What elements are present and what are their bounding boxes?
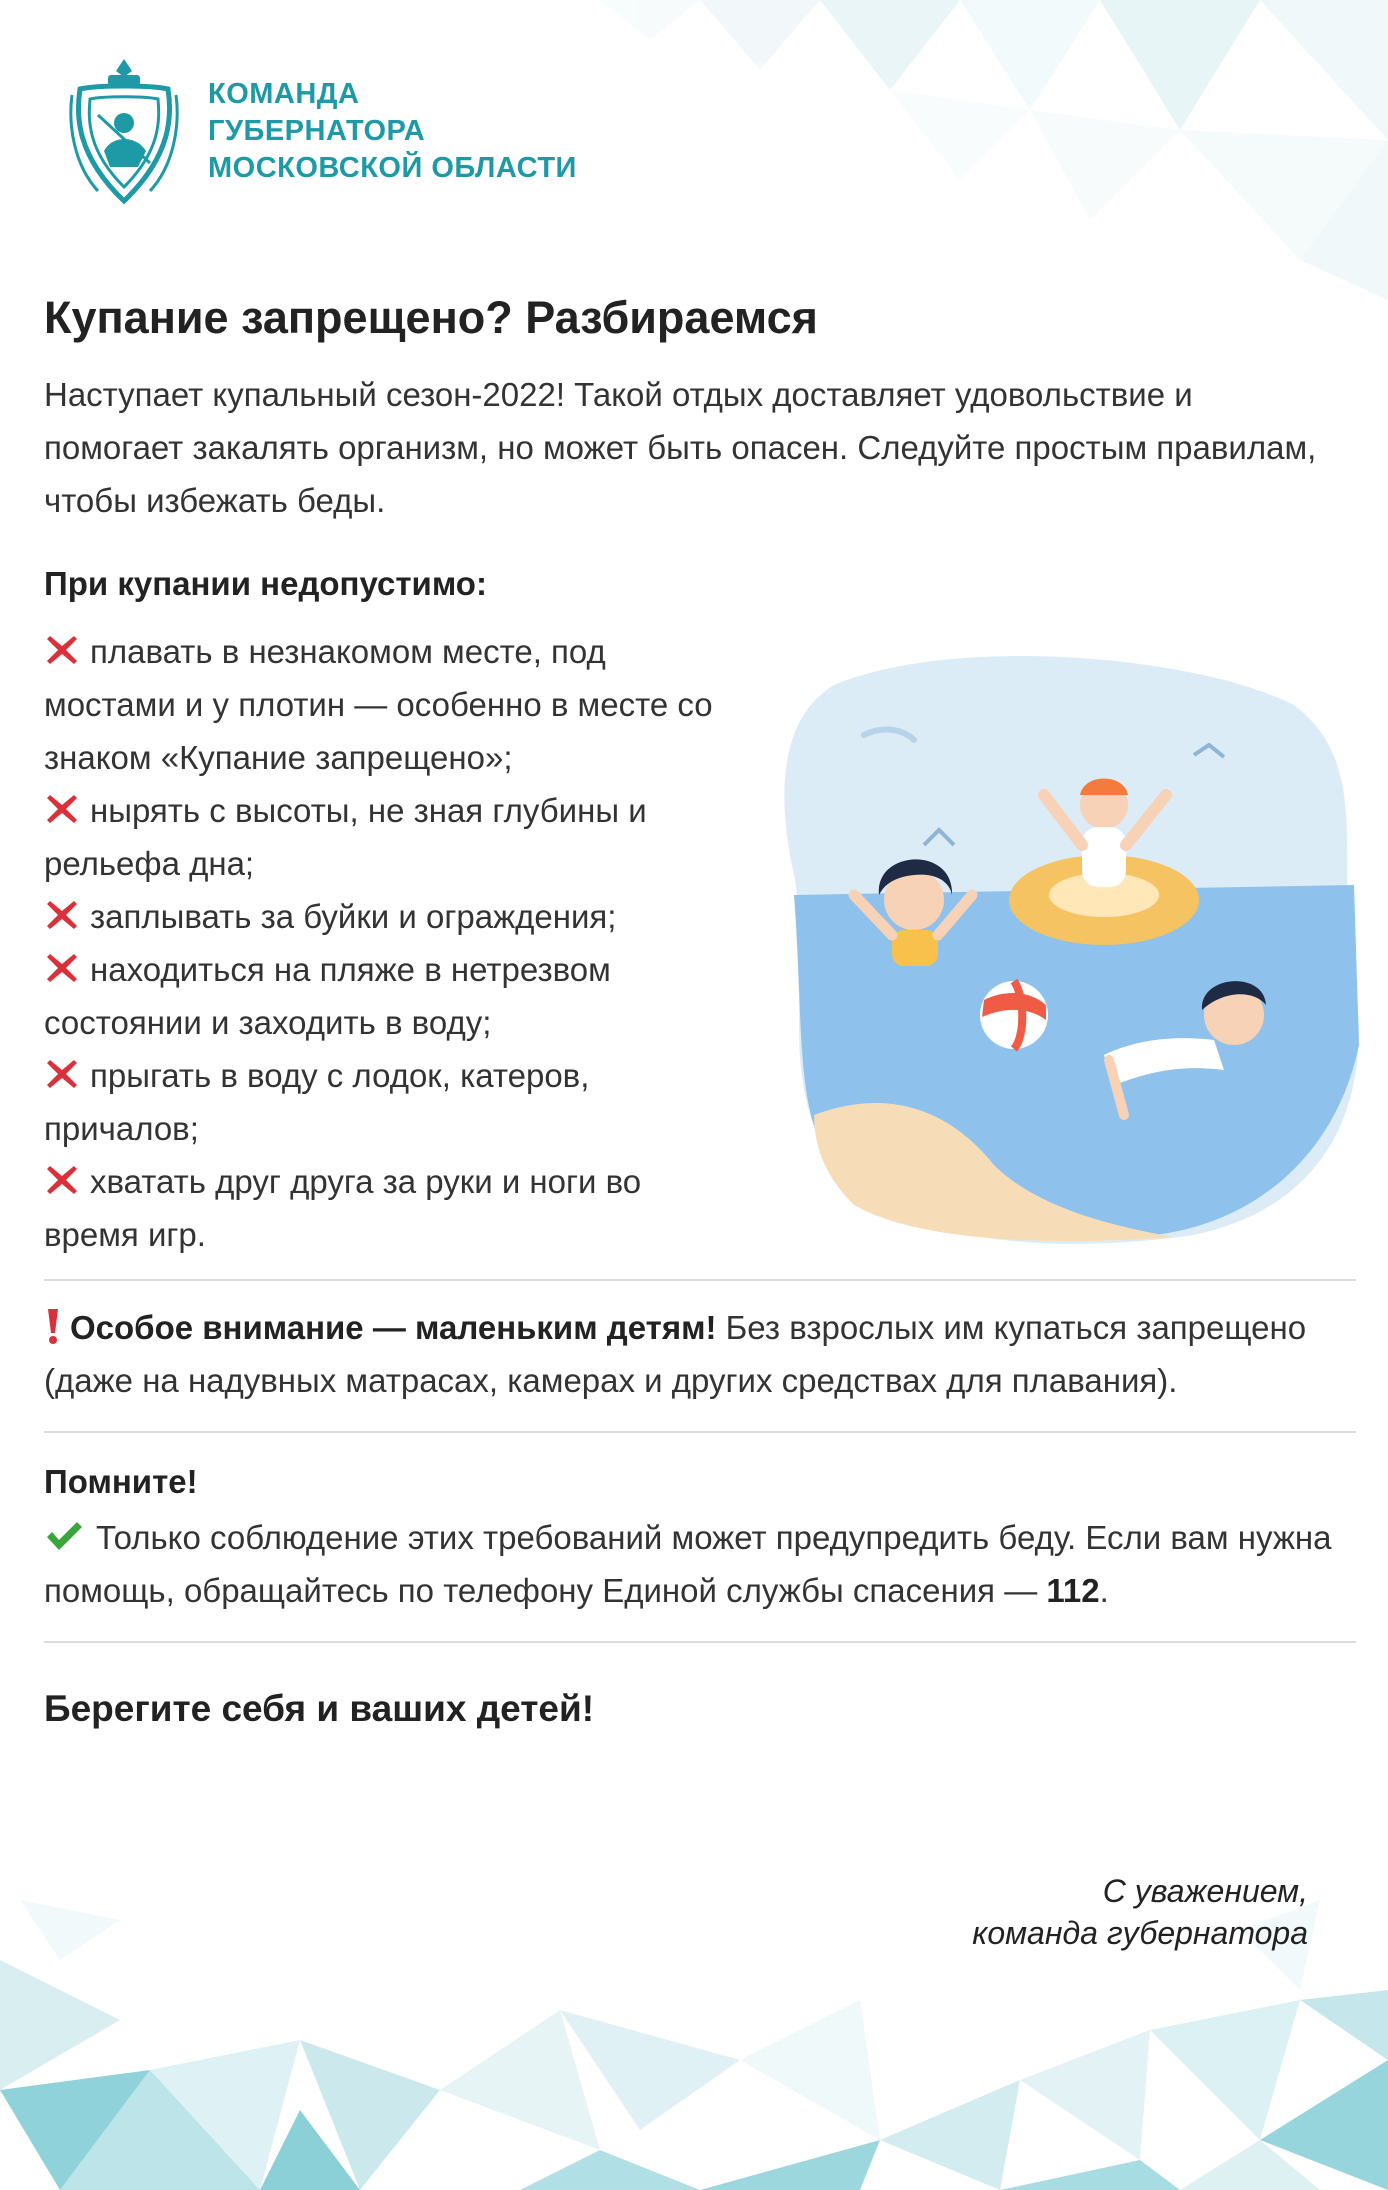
article-title: Купание запрещено? Разбираемся: [44, 292, 818, 343]
list-item: [44, 784, 724, 890]
list-item: [44, 943, 724, 1049]
children-text: Без взрослых им купаться запрещено (даже на надувных матрасах, камерах и других средствах для плавания).: [44, 1309, 1307, 1399]
list-item: [44, 1155, 724, 1261]
red-cross-icon: [44, 1056, 80, 1092]
list-item: [44, 890, 724, 943]
signature-line-1: С уважением,: [1102, 1873, 1308, 1909]
remember-paragraph: [44, 1511, 1344, 1617]
remember-heading: Помните!: [44, 1463, 198, 1500]
list-item: [44, 1049, 724, 1155]
closing-line: Берегите себя и ваших детей!: [44, 1688, 595, 1729]
rule-text: заплывать за буйки и ограждения;: [90, 898, 617, 935]
org-line-1: КОМАНДА: [208, 77, 360, 110]
prohibited-heading: При купании недопустимо:: [44, 565, 487, 602]
signature-line-2: команда губернатора: [972, 1915, 1308, 1951]
rule-text: нырять с высоты, не зная глубины и рельефа дна;: [44, 792, 647, 882]
signature: [972, 1870, 1308, 1954]
red-cross-icon: [44, 950, 80, 986]
exclamation-icon: [44, 1307, 62, 1345]
org-line-3: МОСКОВСКОЙ ОБЛАСТИ: [208, 151, 577, 184]
divider: [44, 1641, 1356, 1643]
rules-list: [44, 625, 724, 1261]
rules-section: [44, 625, 1356, 1255]
organization-name: [208, 76, 577, 187]
red-cross-icon: [44, 897, 80, 933]
coat-of-arms-icon: [68, 55, 180, 207]
red-cross-icon: [44, 1162, 80, 1198]
divider: [44, 1279, 1356, 1281]
remember-end: .: [1099, 1572, 1109, 1609]
red-cross-icon: [44, 632, 80, 668]
rescue-number: 112: [1046, 1572, 1100, 1609]
rule-text: хватать друг друга за руки и ноги во время игр.: [44, 1163, 642, 1253]
header: [68, 55, 577, 207]
org-line-2: ГУБЕРНАТОРА: [208, 114, 426, 147]
green-check-icon: [44, 1519, 84, 1553]
list-item: [44, 625, 724, 784]
divider: [44, 1431, 1356, 1433]
rule-text: прыгать в воду с лодок, катеров, причалов;: [44, 1057, 590, 1147]
red-cross-icon: [44, 791, 80, 827]
children-attention: [44, 1301, 1344, 1407]
remember-text: Только соблюдение этих требований может предупредить беду. Если вам нужна помощь, обращайтесь по телефону Единой службы спасения —: [44, 1519, 1332, 1609]
rule-text: находиться на пляже в нетрезвом состоянии и заходить в воду;: [44, 951, 611, 1041]
swimming-children-illustration: [774, 645, 1364, 1245]
children-bold: Особое внимание — маленьким детям!: [70, 1309, 717, 1346]
article: [44, 290, 1356, 1739]
rule-text: плавать в незнакомом месте, под мостами и у плотин — особенно в месте со знаком «Купание запрещено»;: [44, 633, 713, 776]
article-intro: Наступает купальный сезон-2022! Такой отдых доставляет удовольствие и помогает закалять организм, но может быть опасен. Следуйте простым правилам, чтобы избежать беды.: [44, 376, 1317, 519]
